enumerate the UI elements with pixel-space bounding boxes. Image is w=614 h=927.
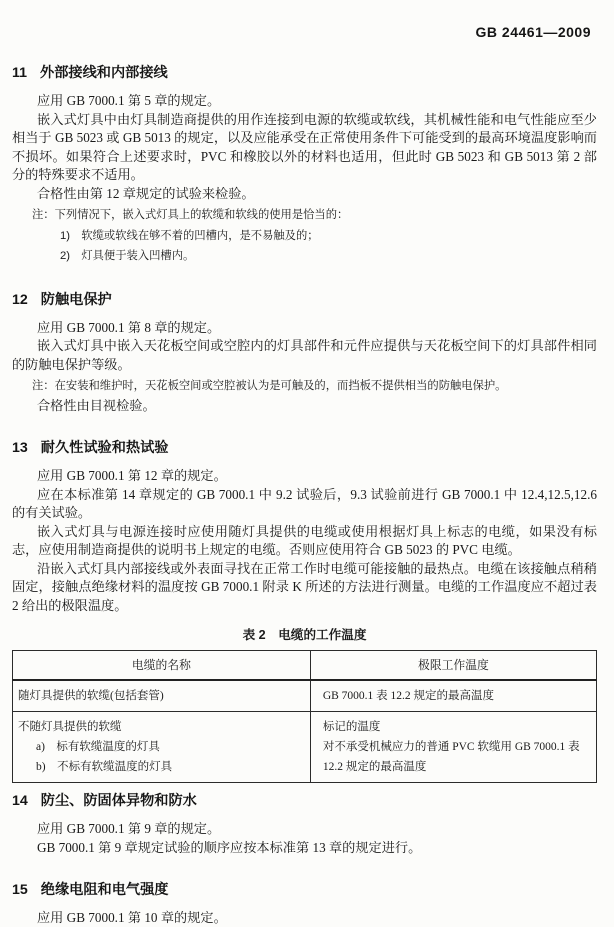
section-title: 耐久性试验和热试验	[40, 440, 169, 456]
table-cell-line: 标记的温度	[322, 721, 381, 733]
paragraph: 合格性由目视检验。	[37, 397, 156, 413]
table-cell-limit-temperature: GB 7000.1 表 12.2 规定的最高温度	[310, 680, 596, 712]
paragraph: GB 7000.1 第 9 章规定试验的顺序应按本标准第 13 章的规定进行。	[37, 839, 422, 855]
table-cell-line: b) 不标有软缆温度的灯具	[36, 761, 173, 773]
paragraph: 应在本标准第 14 章规定的 GB 7000.1 中 9.2 试验后，9.3 试验前进行 GB 7000.1 中 12.4,12.5,12.6 的有关试验。	[12, 486, 597, 520]
section-title: 绝缘电阻和电气强度	[40, 882, 169, 898]
paragraph: 嵌入式灯具中嵌入天花板空间或空腔内的灯具部件和元件应提供与天花板空间下的灯具部件相同的防触电保护等级。	[12, 338, 597, 372]
section-title: 防触电保护	[40, 291, 112, 308]
table-row	[13, 712, 597, 783]
paragraph: 应用 GB 7000.1 第 5 章的规定。	[37, 93, 221, 108]
paragraph: 应用 GB 7000.1 第 10 章的规定。	[37, 910, 227, 925]
section-number: 12	[12, 291, 28, 308]
table-header-row	[13, 651, 597, 681]
table-header-cable-name: 电缆的名称	[13, 651, 311, 681]
table-cell-line: 对不承受机械应力的普通 PVC 软缆用 GB 7000.1 表 12.2 规定的最高温度	[322, 741, 580, 773]
paragraph: 应用 GB 7000.1 第 12 章的规定。	[37, 468, 227, 483]
section-number: 11	[12, 65, 27, 81]
table-cell-line: 不随灯具提供的软缆	[18, 721, 122, 733]
paragraph: 嵌入式灯具中由灯具制造商提供的用作连接到电源的软缆或软线，其机械性能和电气性能应至少相当于 GB 5023 或 GB 5013 的规定，以及应能承受在正常使用条件下可能受到的最高环境温度影响而不损坏。如果符合上述要求时，PVC 和橡胶以外的材料也适用，但此时 GB 5023 和 GB 5013 第 2 部分的特殊要求不适用。	[12, 111, 597, 182]
paragraph: 应用 GB 7000.1 第 8 章的规定。	[37, 319, 221, 335]
table-cable-operating-temperature	[12, 650, 597, 783]
section-11-heading	[12, 65, 597, 81]
section-13-heading	[12, 440, 597, 456]
paragraph: 合格性由第 12 章规定的试验来检验。	[37, 185, 255, 201]
paragraph: 应用 GB 7000.1 第 9 章的规定。	[37, 821, 221, 836]
note-list-item: 1) 软缆或软线在够不着的凹槽内，是不易触及的；	[60, 229, 319, 242]
section-12-heading	[12, 292, 597, 308]
paragraph: 沿嵌入式灯具内部接线或外表面寻找在正常工作时电缆可能接触的最热点。电缆在该接触点稍稍固定，接触点绝缘材料的温度按 GB 7000.1 附录 K 所述的方法进行测量。电缆的工作温度应不超过表 2 给出的极限温度。	[12, 560, 597, 613]
table-cell-line: a) 标有软缆温度的灯具	[36, 741, 160, 753]
section-14-heading	[12, 793, 597, 809]
section-number: 13	[12, 440, 28, 456]
table-cell-limit-temperature	[310, 712, 596, 783]
table-cell-cable-name	[13, 712, 311, 783]
table-cell-cable-name: 随灯具提供的软缆(包括套管)	[13, 680, 311, 712]
standard-number: GB 24461—2009	[475, 24, 591, 40]
note: 注：下列情况下，嵌入式灯具上的软缆和软线的使用是恰当的：	[32, 209, 349, 221]
note: 注：在安装和维护时，天花板空间或空腔被认为是可触及的，而挡板不提供相当的防触电保护。	[32, 380, 507, 392]
table-header-limit-temperature: 极限工作温度	[310, 651, 596, 681]
section-number: 15	[12, 882, 28, 898]
paragraph: 嵌入式灯具与电源连接时应使用随灯具提供的电缆或使用根据灯具上标志的电缆，如果没有标志，应使用制造商提供的说明书上规定的电缆。否则应使用符合 GB 5023 的 PVC 电缆。	[12, 523, 597, 557]
section-number: 14	[12, 793, 28, 809]
section-title: 防尘、防固体异物和防水	[40, 793, 197, 809]
section-15-heading	[12, 882, 597, 898]
table-caption: 表 2 电缆的工作温度	[242, 628, 367, 642]
note-list-item: 2) 灯具便于装入凹槽内。	[60, 250, 195, 262]
section-title: 外部接线和内部接线	[40, 65, 168, 81]
table-row	[13, 680, 597, 712]
